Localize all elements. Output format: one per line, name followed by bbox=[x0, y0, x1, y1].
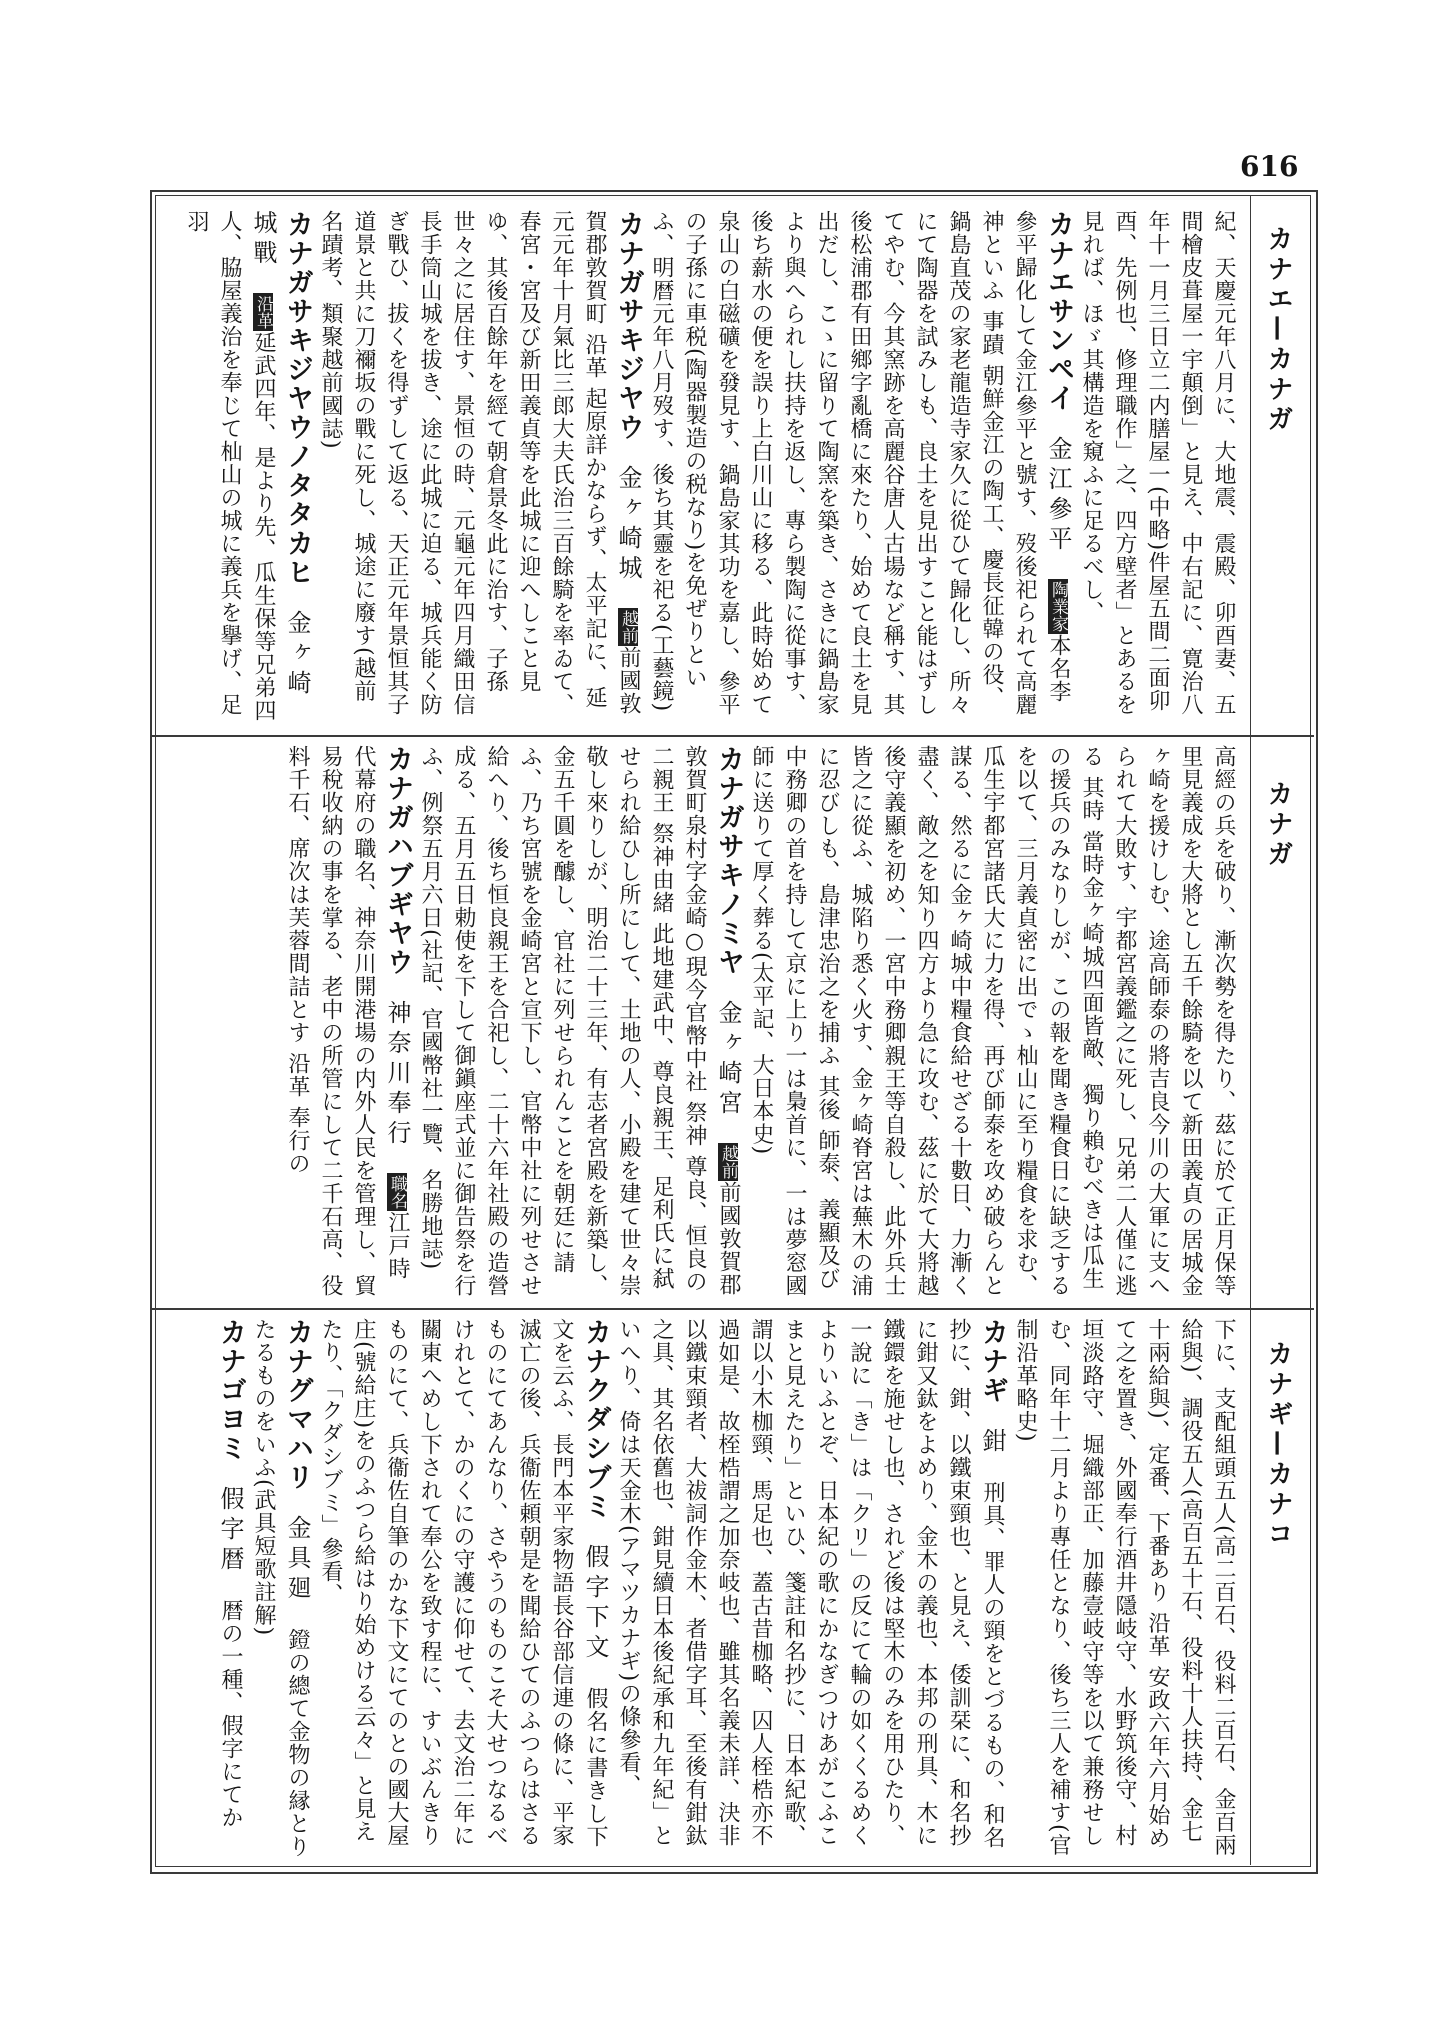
entry-headword: カナグマハリ bbox=[282, 1318, 313, 1492]
entry-text: 下に、支配組頭五人(高二百石、役料二百石、金百兩給與)、調役五人(高百五十石、役料十人扶持、金七十兩給與)、定番、下番あり 沿革 安政六年六月始めて之を置き、外國奉行酒井隱岐守、水野筑後守、村垣淡路守、堀織部正、加藤壹岐守等を以て兼務せしむ、同年十二月より專任となり、後ち三人を補す(官制沿革略史) bbox=[1013, 1318, 1236, 1857]
running-header: カナエ—カナガ bbox=[1263, 225, 1293, 435]
running-header: カナガ bbox=[1263, 780, 1293, 870]
entry-kanji: 金具廻 bbox=[283, 1515, 311, 1605]
entry bbox=[281, 745, 414, 1300]
entry-text: 鐙の總て金物の縁とりたるものをいふ(武具短歌註解) bbox=[251, 1318, 310, 1858]
entry-kanji: 鉗 bbox=[978, 1428, 1006, 1458]
entry bbox=[213, 1318, 247, 1858]
category-tag: 越前 bbox=[718, 1145, 738, 1179]
entry bbox=[612, 1318, 1009, 1858]
category-tag: 沿革 bbox=[253, 295, 273, 329]
page-number: 616 bbox=[1240, 150, 1299, 183]
entry-kanji: 金ヶ崎城戰 bbox=[249, 210, 311, 700]
entry-kanji: 金ヶ崎城 bbox=[614, 465, 642, 585]
entry-text: 刑具、罪人の頸をとづるもの、和名抄に、鉗、以鐵束頸也、と見え、倭訓栞に、和名抄に鉗又鈦をよめり、金木の義也、本邦の刑具、木に鐵鐶を施せし也、されど後は堅木のみを用ひたり、一說に「き」は「クリ」の反にて輪の如くくるめくよりいふとぞ、日本紀の歌にかなぎつけあがこふこまと見えたり」といひ、箋註和名抄に、日本紀歌、謂以小木枷頸、馬足也、蓋古昔枷略、囚人桎梏亦不過如是、故桎梏謂之加奈岐也、雖其名義未詳、決非以鐵束頸者、大祓詞作金木、者借字耳、至後有鉗鈦之具、其名依舊也、鉗見續日本後紀承和九年紀」といへり、倚は天金木(アマツカナギ)の條參看、 bbox=[616, 1318, 1005, 1849]
top-section bbox=[160, 210, 1240, 725]
entry-text: 暦の一種、假字にてか bbox=[218, 1599, 243, 1829]
entry-headword: カナギ bbox=[977, 1318, 1008, 1405]
entry bbox=[314, 210, 645, 725]
entry bbox=[180, 210, 314, 725]
entry-headword: カナゴヨミ bbox=[215, 1318, 246, 1463]
bottom-section bbox=[160, 1318, 1240, 1858]
entry-headword: カナガサキノミヤ bbox=[713, 745, 744, 977]
entry-text: 本名李參平歸化して金江參平と號す、歿後祀られて高麗神といふ 事蹟 朝鮮金江の陶工、慶長征韓の役、鍋島直茂の家老龍造寺家久に從ひて歸化し、所々にて陶器を試みしも、良土を見出すこと能はずしてやむ、今其窯跡を高麗谷唐人古場など稱す、其後松浦郡有田鄉字亂橋に來たり、始めて良土を見出だし、こゝに留りて陶窯を築き、さきに鍋島家より與へられし扶持を返し、專ら製陶に從事す、後ち薪水の便を誤り上白川山に移る、此時始めて泉山の白磁礦を發見す、鍋島家其功を嘉し、參平の子孫に車税(陶器製造の税なり)を免ぜりといふ、明暦元年八月歿す、後ち其靈を祀る(工藝鏡) bbox=[649, 210, 1071, 716]
entry bbox=[314, 1318, 612, 1858]
entry-headword: カナガサキジヤウ bbox=[613, 210, 644, 442]
entry-text: 前國敦賀郡敦賀町 沿革 起原詳かならず、太平記に、延元元年十月氣比三郎大夫氏治三百餘騎を率ゐて、春宮・宮及び新田義貞等を此城に迎へしこと見ゆ、其後百餘年を經て朝倉景冬此に治す、子孫世々之に居住す、景恒の時、元龜元年四月織田信長手筒山城を拔き、途に此城に迫る、城兵能く防ぎ戰ひ、拔くを得ずして返る、天正元年景恒其子道景と共に刀禰坂の戰に死し、城途に廢す(越前名蹟考、類聚越前國誌) bbox=[318, 210, 641, 716]
entry-kanji: 金江參平 bbox=[1044, 436, 1072, 556]
running-header: カナギ—カナコ bbox=[1263, 1340, 1293, 1550]
entry-kanji: 假字下文 bbox=[581, 1544, 609, 1664]
entry-text: 高經の兵を破り、漸次勢を得たり、茲に於て正月保等里見義成を大將とし五千餘騎を以て新田義貞の居城金ヶ崎を援けしむ、途高師泰の將吉良今川の大軍に支へられて大敗す、宇都宮義鑑之に死し、兄弟二人僅に逃る 其時 當時金ヶ崎城四面皆敵、獨り賴むべきは瓜生の援兵のみなりしが、この報を聞き糧食日に缺乏するを以て、三月義貞密に出でゝ杣山に至り糧食を求む、瓜生宇都宮諸氏大に力を得、再び師泰を攻め破らんと謀る、然るに金ヶ崎城中糧食給せざる十數日、力漸く盡く、敵之を知り四方より急に攻む、茲に於て大將越後守義顯を初め、一宮中務卿親王等自殺し、此外兵士皆之に從ふ、城陷り悉く火す、金ヶ崎脊宮は蕪木の浦に忍びしも、島津忠治之を捕ふ 其後 師泰、義顯及び中務卿の首を持して京に上り一は梟首に、一は夢窓國師に送りて厚く葬る(太平記、大日本史) bbox=[749, 745, 1236, 1297]
entry-kanji: 假字暦 bbox=[216, 1486, 244, 1576]
entry-text: 江戸時代幕府の職名、神奈川開港場の内外人民を管理し、貿易稅收納の事を掌る、老中の所管にして二千石高、役料千石、席次は芙蓉間詰とす 沿革 奉行の bbox=[285, 745, 410, 1297]
entry-kanji: 金ヶ崎宮 bbox=[714, 1000, 742, 1120]
entry-text: 延武四年、是より先、瓜生保等兄弟四人、脇屋義治を奉じて杣山の城に義兵を擧げ、足羽 bbox=[184, 210, 276, 722]
entry bbox=[1075, 210, 1240, 725]
category-tag: 越前 bbox=[618, 610, 638, 644]
entry-headword: カナガサキジヤウノタタカヒ bbox=[282, 210, 313, 587]
category-tag: 陶業家 bbox=[1048, 581, 1068, 632]
entry-text: 紀、天慶元年八月に、大地震、震殿、卯酉妻、五間檜皮葺屋一宇顛倒」と見え、中右記に、寛治八年十一月三日立二内膳屋一(中略)件屋五間二面卯酉、先例也、修理職作」之、四方壁者」とあるを見れば、ほゞ其構造を窺ふに足るべし、 bbox=[1079, 210, 1236, 716]
middle-section bbox=[160, 745, 1240, 1300]
entry-text: 假名に書きし下文を云ふ、長門本平家物語長谷部信連の條に、平家滅亡の後、兵衞佐頼朝是を聞給ひてのふつらはさるものにてあんなり、さやうのものこそ大せつなるべけれとて、かのくにの守護に仰せて、去文治二年に關東へめし下されて奉公を致す程に、すいぶんきりものにて、兵衞佐自筆のかな下文にてのとの國大屋庄(號給庄)をのふつら給はり始めける云々」と見えたり、「クダシブミ」參看、 bbox=[318, 1318, 608, 1848]
entry bbox=[745, 745, 1240, 1300]
section-divider bbox=[150, 735, 1314, 737]
entry-headword: カナガハブギヤウ bbox=[382, 745, 413, 977]
entry-headword: カナエサンペイ bbox=[1043, 210, 1074, 413]
entry bbox=[1009, 1318, 1240, 1858]
entry-headword: カナクダシブミ bbox=[580, 1318, 611, 1521]
section-divider bbox=[150, 1308, 1314, 1310]
entry bbox=[247, 1318, 314, 1858]
category-tag: 職名 bbox=[387, 1175, 407, 1209]
entry-text: 前國敦賀郡敦賀町泉村字金崎○現今官幣中社 祭神 尊良、恒良の二親王 祭神由緒 此地建武中、尊良親王、足利氏に弑せられ給ひし所にして、土地の人、小殿を建て世々崇敬し來りしが、明治二十三年、有志者宮殿を新築し、金五千圓を醵し、官社に列せられんことを朝廷に請ふ、乃ち宮號を金崎宮と宣下し、官幣中社に列せさせ給へり、後ち恒良親王を合祀し、二十六年社殿の造營成る、五月五日勅使を下して御鎭座式並に御告祭を行ふ、例祭五月六日(社記、官國幣社一覽、名勝地誌) bbox=[418, 745, 741, 1297]
entry bbox=[414, 745, 745, 1300]
entry bbox=[645, 210, 1075, 725]
header-divider bbox=[1250, 195, 1251, 1865]
entry-kanji: 神奈川奉行 bbox=[383, 1000, 411, 1150]
